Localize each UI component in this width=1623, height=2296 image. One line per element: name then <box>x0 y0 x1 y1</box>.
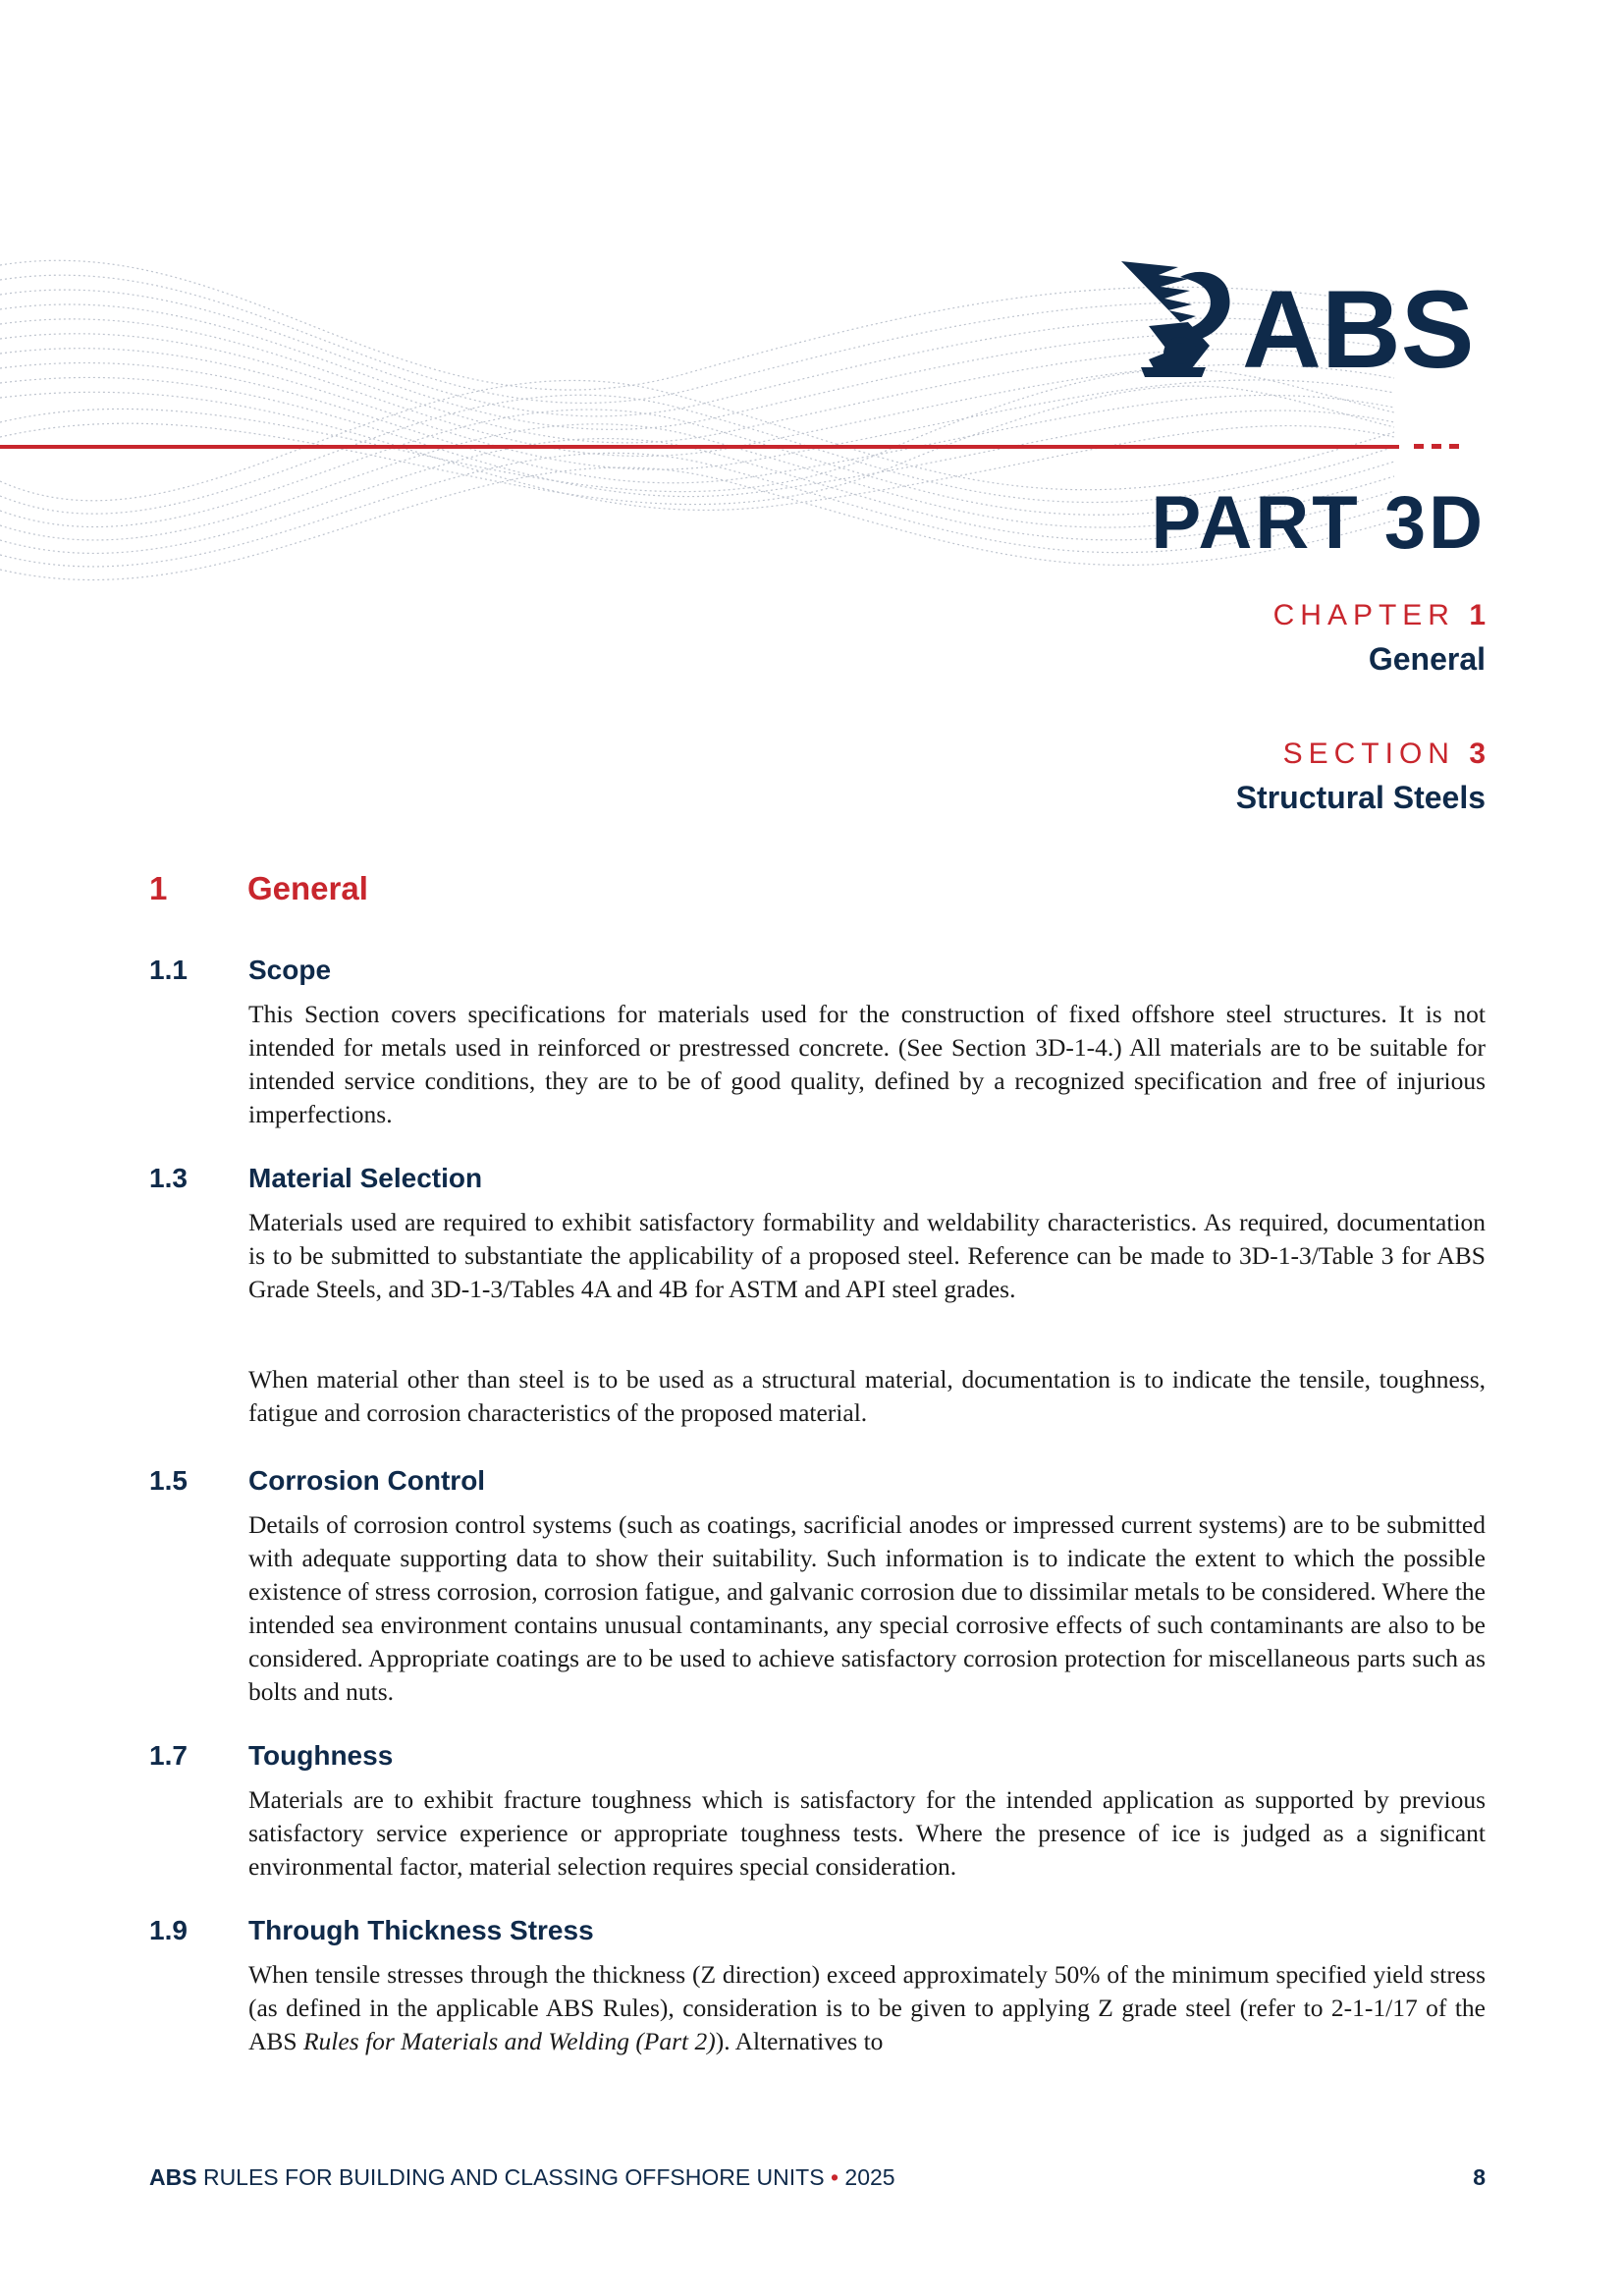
subsection-number: 1.7 <box>149 1740 188 1771</box>
subsection-title: Toughness <box>248 1740 394 1771</box>
footer-brand: ABS <box>149 2164 197 2190</box>
subsection-heading <box>149 1467 485 1495</box>
section-heading-number: 1 <box>149 870 168 906</box>
subsection-number: 1.3 <box>149 1163 188 1193</box>
section-heading-title: General <box>247 870 368 906</box>
section-label-text: SECTION <box>1282 738 1455 770</box>
section-label <box>1283 739 1486 769</box>
subsection-title: Material Selection <box>248 1163 483 1193</box>
page-number: 8 <box>1473 2164 1486 2190</box>
paragraph-text: ). Alternatives to <box>715 2027 884 2055</box>
red-rule-dot <box>1414 444 1424 449</box>
subsection-heading <box>149 1917 594 1944</box>
section-number: 3 <box>1469 738 1486 770</box>
footer-year: 2025 <box>844 2164 895 2190</box>
chapter-title: General <box>1368 641 1486 677</box>
subsection-heading <box>149 1165 482 1192</box>
subsection-number: 1.1 <box>149 955 188 985</box>
abs-logo-text: ABS <box>1242 268 1475 391</box>
subsection-paragraph: This Section covers specifications for materials used for the construction of fixed offshore steel structures. It is not intended for metals used in reinforced or prestressed concrete. (See Section 3D-1-4.) All materials are to be suitable for intended service conditions, they are to be of good quality, defined by a recognized specification and free of injurious imperfections. <box>248 1000 1486 1128</box>
subsection-paragraph: Details of corrosion control systems (such as coatings, sacrificial anodes or impressed current systems) are to be submitted with adequate supporting data to show their suitability. Such information is to indicate the extent to which the possible existence of stress corrosion, corrosion fatigue, and galvanic corrosion due to dissimilar metals to be considered. Where the intended sea environment contains unusual contaminants, any special corrosive effects of such contaminants are also to be considered. Appropriate coatings are to be used to achieve satisfactory corrosion protection for miscellaneous parts such as bolts and nuts. <box>248 1510 1486 1706</box>
red-rule-dot <box>1432 444 1441 449</box>
header-red-rule <box>0 445 1399 449</box>
section-heading <box>149 872 368 904</box>
subsection-number: 1.5 <box>149 1465 188 1496</box>
footer-title <box>149 2166 895 2189</box>
section-title: Structural Steels <box>1235 780 1486 815</box>
subsection-title: Through Thickness Stress <box>248 1915 594 1945</box>
chapter-label <box>1273 601 1486 630</box>
subsection-heading <box>149 1742 393 1770</box>
footer-separator: • <box>830 2164 839 2190</box>
subsection-paragraph: Materials used are required to exhibit satisfactory formability and weldability characteristics. As required, documentation is to be submitted to substantiate the applicability of a proposed steel. Reference can be made to 3D-1-3/Table 3 for ABS Grade Steels, and 3D-1-3/Tables 4A and 4B for ASTM and API steel grades. <box>248 1208 1486 1303</box>
chapter-label-text: CHAPTER <box>1272 599 1455 631</box>
subsection-paragraph <box>248 1958 1486 2058</box>
subsection-title: Scope <box>248 955 332 985</box>
subsection-paragraph: Materials are to exhibit fracture toughness which is satisfactory for the intended application as supported by previous satisfactory service experience or appropriate toughness tests. Where the presence of ice is judged as a significant environmental factor, material selection requires special consideration. <box>248 1785 1486 1881</box>
chapter-number: 1 <box>1469 599 1486 631</box>
rules-reference: Rules for Materials and Welding (Part 2) <box>302 2027 716 2055</box>
subsection-heading <box>149 957 331 984</box>
eagle-emblem-icon <box>1119 257 1242 385</box>
subsection-paragraph: When material other than steel is to be used as a structural material, documentation is to indicate the tensile, toughness, fatigue and corrosion characteristics of the proposed material. <box>248 1365 1486 1427</box>
part-title: PART 3D <box>1151 481 1486 565</box>
subsection-number: 1.9 <box>149 1915 188 1945</box>
abs-logo <box>1119 257 1483 395</box>
red-rule-dot <box>1449 444 1459 449</box>
subsection-title: Corrosion Control <box>248 1465 486 1496</box>
paragraph-text: When tensile stresses through the thickness (Z direction) exceed approximately 50% of the minimum specified yield stress (as defined in the applicable ABS Rules), consideration is to be given to applying Z grade steel (refer to 2-1-1/17 of the ABS <box>248 1960 1486 2055</box>
footer-document-title: RULES FOR BUILDING AND CLASSING OFFSHORE UNITS <box>202 2164 825 2190</box>
